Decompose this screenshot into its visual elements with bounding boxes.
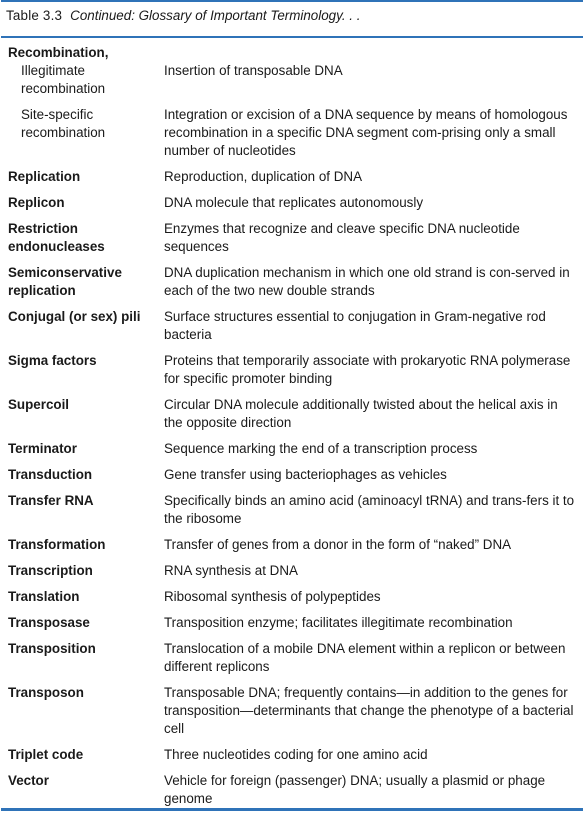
term: Triplet code bbox=[8, 747, 84, 762]
table-row bbox=[1, 492, 583, 528]
definition: Gene transfer using bacteriophages as vehicles bbox=[164, 467, 447, 482]
table-caption bbox=[1, 2, 583, 36]
term: Transcription bbox=[8, 563, 93, 578]
term: Transposon bbox=[8, 685, 84, 700]
term: Sigma factors bbox=[8, 353, 97, 368]
definition: RNA synthesis at DNA bbox=[164, 563, 298, 578]
term-text: Site-specific recombination bbox=[21, 107, 106, 140]
term-text: Illegitimate recombination bbox=[21, 63, 106, 96]
table-row bbox=[1, 562, 583, 580]
table-row bbox=[1, 220, 583, 256]
term: Supercoil bbox=[8, 397, 70, 412]
term: Transfer RNA bbox=[8, 493, 94, 508]
table-title: Continued: Glossary of Important Terminology. . . bbox=[70, 8, 361, 23]
table-row bbox=[1, 684, 583, 738]
table-row bbox=[1, 588, 583, 606]
term: Vector bbox=[8, 773, 49, 788]
term bbox=[1, 62, 164, 98]
term: Transposase bbox=[8, 615, 90, 630]
term-text: Restriction endonucleases bbox=[8, 221, 105, 254]
definition: Ribosomal synthesis of polypeptides bbox=[164, 589, 381, 604]
table-row bbox=[1, 194, 583, 212]
term bbox=[1, 308, 164, 326]
table-row bbox=[1, 440, 583, 458]
term: Transformation bbox=[8, 537, 106, 552]
glossary-table bbox=[1, 0, 583, 808]
definition: Transfer of genes from a donor in the form of “naked” DNA bbox=[164, 537, 512, 552]
definition: Transposable DNA; frequently contains—in addition to the genes for transposition—determinants that change the phenotype of a bacterial cell bbox=[164, 685, 574, 736]
definition: Enzymes that recognize and cleave specific DNA nucleotide sequences bbox=[164, 221, 520, 254]
definition: Insertion of transposable DNA bbox=[164, 63, 343, 78]
table-row bbox=[1, 352, 583, 388]
table-row bbox=[1, 44, 583, 62]
table-row bbox=[1, 264, 583, 300]
term: Transposition bbox=[8, 641, 96, 656]
table-row bbox=[1, 308, 583, 344]
definition: Reproduction, duplication of DNA bbox=[164, 169, 362, 184]
definition: Transposition enzyme; facilitates illegitimate recombination bbox=[164, 615, 513, 630]
term-text: Semiconservative replication bbox=[8, 265, 122, 298]
definition: Surface structures essential to conjugation in Gram-negative rod bacteria bbox=[164, 309, 546, 342]
table-row bbox=[1, 466, 583, 484]
term: Replicon bbox=[8, 195, 65, 210]
definition: Vehicle for foreign (passenger) DNA; usually a plasmid or phage genome bbox=[164, 773, 546, 806]
term: Terminator bbox=[8, 441, 77, 456]
definition: Specifically binds an amino acid (aminoacyl tRNA) and trans-fers it to the ribosome bbox=[164, 493, 575, 526]
table-body bbox=[1, 38, 583, 808]
term-text: Conjugal (or sex) pili bbox=[8, 309, 141, 324]
table-bottom-rule bbox=[1, 808, 583, 811]
term: Recombination, bbox=[8, 45, 109, 60]
term bbox=[1, 220, 164, 256]
definition: Proteins that temporarily associate with prokaryotic RNA polymerase for specific promoter binding bbox=[164, 353, 571, 386]
definition: Sequence marking the end of a transcription process bbox=[164, 441, 478, 456]
term bbox=[1, 264, 164, 300]
definition: Integration or excision of a DNA sequence by means of homologous recombination in a specific DNA segment com-prising only a small number of nucleotides bbox=[164, 107, 568, 158]
term: Replication bbox=[8, 169, 81, 184]
table-row bbox=[1, 614, 583, 632]
table-row bbox=[1, 536, 583, 554]
table-row bbox=[1, 640, 583, 676]
definition: Circular DNA molecule additionally twisted about the helical axis in the opposite direction bbox=[164, 397, 558, 430]
table-row bbox=[1, 106, 583, 160]
term bbox=[1, 106, 164, 142]
table-label: Table 3.3 bbox=[6, 8, 63, 23]
table-row bbox=[1, 396, 583, 432]
table-row bbox=[1, 772, 583, 808]
table-row bbox=[1, 62, 583, 98]
definition: Translocation of a mobile DNA element within a replicon or between different replicons bbox=[164, 641, 566, 674]
term: Transduction bbox=[8, 467, 93, 482]
definition: Three nucleotides coding for one amino acid bbox=[164, 747, 428, 762]
table-row bbox=[1, 168, 583, 186]
definition: DNA duplication mechanism in which one old strand is con-served in each of the two new double strands bbox=[164, 265, 570, 298]
term: Translation bbox=[8, 589, 80, 604]
table-row bbox=[1, 746, 583, 764]
definition: DNA molecule that replicates autonomously bbox=[164, 195, 424, 210]
